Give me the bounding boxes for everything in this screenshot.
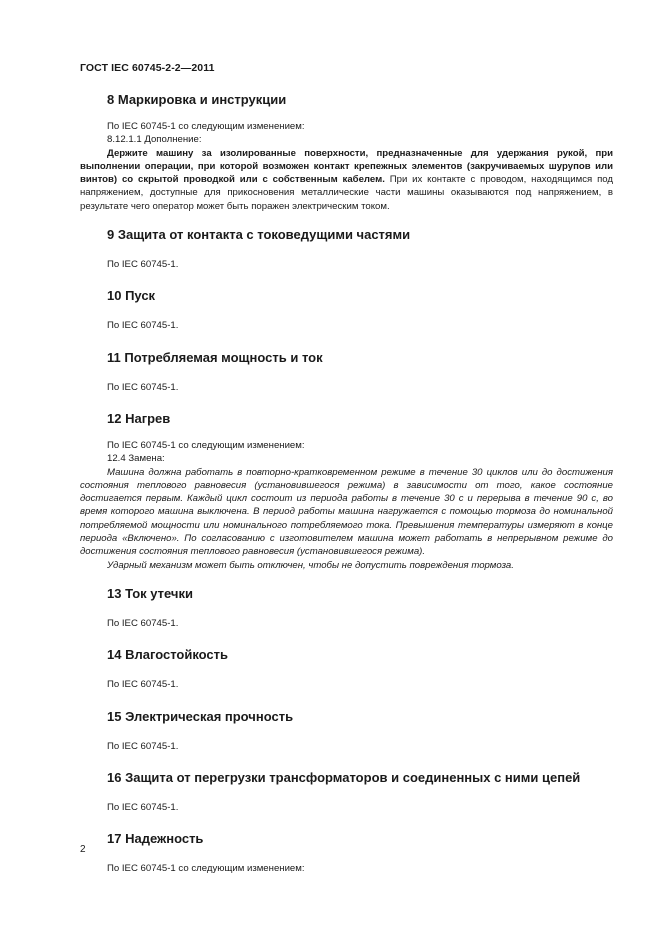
page-number: 2 bbox=[80, 844, 86, 855]
section-title: 15 Электрическая прочность bbox=[107, 708, 294, 724]
paragraph: Машина должна работать в повторно-кратковременном режиме в течение 30 циклов или до достижения состояния теплового равновесия (установившегося режима) в зависимости от того, какое состояние достигается первым. Каждый цикл состоит из периода работы в течение 30 с и перерыва в течение 90 с, во время которого машина выключена. В период работы машина нагружается с помощью тормоза до номинальной потребляемой мощности или номинального потребляемого тока. Превышения температуры измеряют в конце периода «Включено». По согласованию с изготовителем машина может работать в непрерывном режиме до достижения состояния теплового равновесия (установившегося режима). bbox=[80, 466, 613, 558]
paragraph: По IEC 60745-1. bbox=[107, 617, 179, 629]
section-title: 8 Маркировка и инструкции bbox=[107, 92, 287, 107]
paragraph: По IEC 60745-1 со следующим изменением: bbox=[107, 863, 305, 875]
paragraph: По IEC 60745-1. bbox=[107, 740, 179, 752]
paragraph: 8.12.1.1 Дополнение: bbox=[107, 134, 202, 146]
paragraph: По IEC 60745-1. bbox=[107, 259, 179, 271]
regular-text: При их контакте с проводом, находящимся под напряжением, доступные для прикосновения металлические части машины оказываются под напряжением, в результате чего оператор может быть поражен электрическим током. bbox=[80, 174, 613, 212]
section-8 bbox=[80, 92, 613, 213]
paragraph: По IEC 60745-1. bbox=[107, 801, 179, 813]
page-content bbox=[80, 92, 613, 875]
section-11 bbox=[80, 350, 613, 394]
section-title: 16 Защита от перегрузки трансформаторов и соединенных с ними цепей bbox=[107, 769, 581, 785]
paragraph: По IEC 60745-1. bbox=[107, 320, 179, 332]
document-header: ГОСТ IEC 60745-2-2—2011 bbox=[80, 62, 215, 74]
section-13 bbox=[80, 586, 613, 630]
section-14 bbox=[80, 647, 613, 691]
paragraph: Ударный механизм может быть отключен, чтобы не допустить повреждения тормоза. bbox=[107, 559, 514, 571]
bold-text: Держите машину за изолированные поверхности, предназначенные для удержания рукой, при выполнении операции, при которой возможен контакт крепежных элементов (закручиваемых шурупов или винтов) со скрытой проводкой или с собственным кабелем. bbox=[80, 147, 613, 186]
section-15 bbox=[80, 709, 613, 753]
paragraph: По IEC 60745-1 со следующим изменением: bbox=[107, 439, 305, 451]
section-title: 12 Нагрев bbox=[107, 410, 171, 426]
paragraph bbox=[80, 147, 613, 213]
paragraph: 12.4 Замена: bbox=[107, 453, 165, 465]
section-title: 9 Защита от контакта с токоведущими частями bbox=[107, 227, 411, 243]
section-10 bbox=[80, 288, 613, 332]
section-9 bbox=[80, 227, 613, 271]
section-title: 11 Потребляемая мощность и ток bbox=[107, 349, 323, 365]
paragraph: По IEC 60745-1 со следующим изменением: bbox=[107, 121, 305, 132]
section-title: 10 Пуск bbox=[107, 288, 156, 304]
paragraph: По IEC 60745-1. bbox=[107, 679, 179, 691]
section-title: 14 Влагостойкость bbox=[107, 647, 229, 663]
section-17 bbox=[80, 831, 613, 875]
section-title: 17 Надежность bbox=[107, 831, 204, 847]
section-12 bbox=[80, 411, 613, 572]
section-16 bbox=[80, 770, 613, 814]
paragraph: По IEC 60745-1. bbox=[107, 381, 179, 393]
section-title: 13 Ток утечки bbox=[107, 585, 193, 601]
